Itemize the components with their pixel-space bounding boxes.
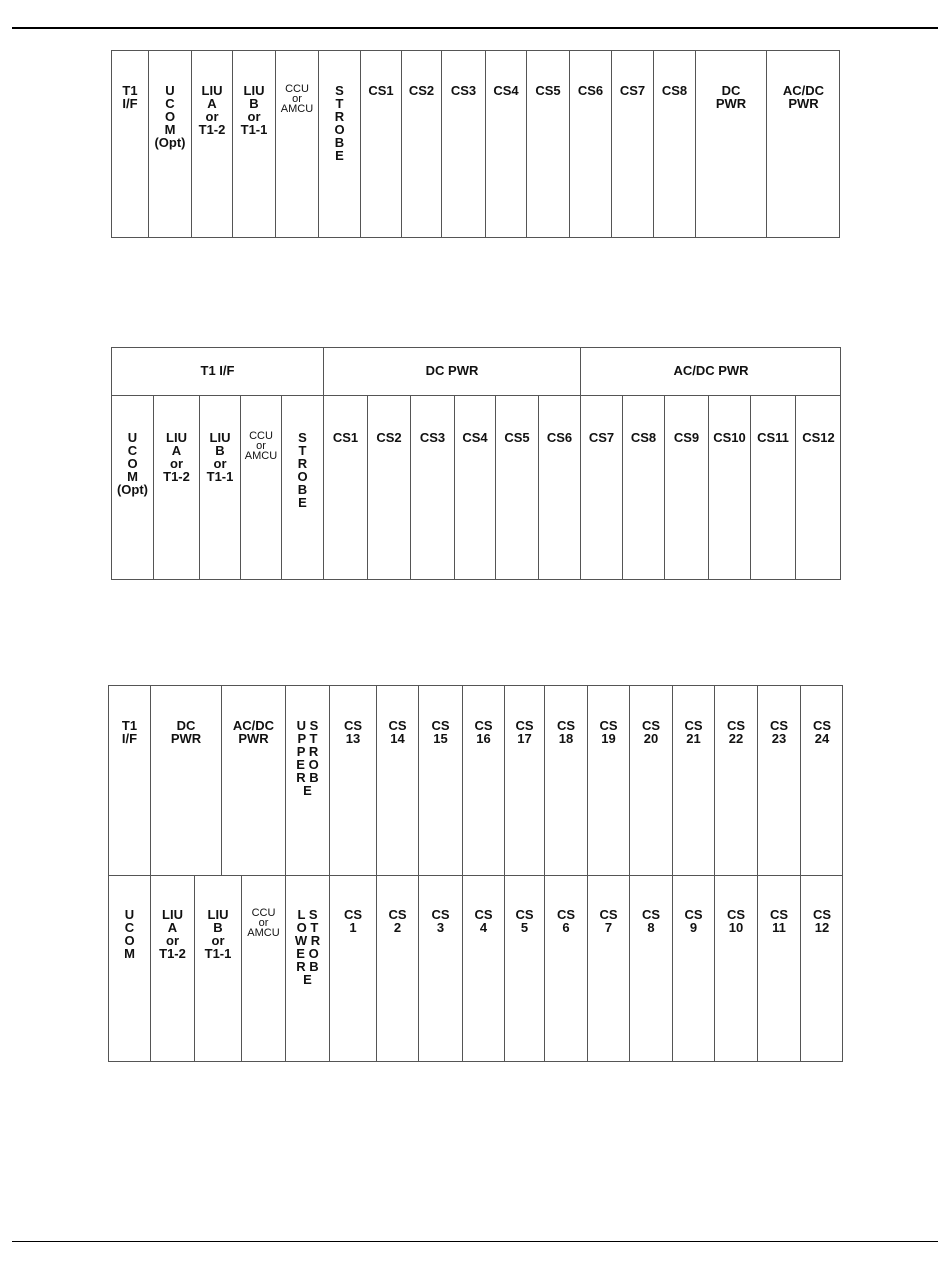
upper-slot-cs19 bbox=[587, 685, 629, 875]
lower-slot-cs10 bbox=[714, 875, 757, 1062]
upper-slot-cs14-label: CS 14 bbox=[388, 718, 407, 746]
slot-cs1-label: CS1 bbox=[332, 430, 359, 445]
slot-dc-pwr bbox=[695, 50, 766, 238]
upper-slot-cs17 bbox=[504, 685, 544, 875]
slot-cs1 bbox=[323, 395, 367, 580]
group-t1if-label: T1 I/F bbox=[200, 363, 235, 378]
lower-slot-cs12-label: CS 12 bbox=[812, 907, 832, 935]
slot-cs5-label: CS5 bbox=[504, 430, 530, 445]
lower-slot-cs11-label: CS 11 bbox=[769, 907, 789, 935]
lower-slot-lower-strobe bbox=[285, 875, 329, 1062]
slot-cs9-label: CS9 bbox=[673, 430, 700, 445]
lower-slot-ccu-label: CCU or AMCU bbox=[247, 907, 280, 939]
slot-cs11-label: CS11 bbox=[757, 430, 789, 445]
upper-slot-cs16-label: CS 16 bbox=[474, 718, 493, 746]
lower-slot-cs10-label: CS 10 bbox=[726, 907, 746, 935]
slot-cs8 bbox=[653, 50, 695, 238]
slot-cs10-label: CS10 bbox=[713, 430, 746, 445]
slot-cs2 bbox=[367, 395, 410, 580]
lower-slot-liu-b-label: LIU B or T1-1 bbox=[204, 907, 232, 961]
slot-cs8-label: CS8 bbox=[630, 430, 657, 445]
upper-slot-cs23 bbox=[757, 685, 800, 875]
slot-liu-b-label: LIU B or T1-1 bbox=[206, 430, 234, 484]
lower-slot-cs7-label: CS 7 bbox=[599, 907, 618, 935]
slot-cs5 bbox=[495, 395, 538, 580]
slot-cs7-label: CS7 bbox=[619, 83, 646, 98]
slot-cs2-label: CS2 bbox=[376, 430, 402, 445]
upper-slot-cs23-label: CS 23 bbox=[769, 718, 789, 746]
lower-slot-cs12 bbox=[800, 875, 843, 1062]
slot-liu-b-label: LIU B or T1-1 bbox=[240, 83, 268, 137]
upper-slot-cs19-label: CS 19 bbox=[599, 718, 618, 746]
lower-slot-cs4-label: CS 4 bbox=[474, 907, 493, 935]
slot-cs2-label: CS2 bbox=[408, 83, 435, 98]
lower-slot-cs9 bbox=[672, 875, 714, 1062]
upper-slot-cs20-label: CS 20 bbox=[641, 718, 661, 746]
upper-slot-cs14 bbox=[376, 685, 418, 875]
upper-slot-upper-strobe-label: U S P T P R E O R B E bbox=[296, 718, 319, 798]
lower-slot-cs5 bbox=[504, 875, 544, 1062]
slot-cs1 bbox=[360, 50, 401, 238]
slot-ccu bbox=[240, 395, 281, 580]
upper-slot-cs18 bbox=[544, 685, 587, 875]
slot-cs4 bbox=[485, 50, 526, 238]
slot-t1if bbox=[111, 50, 148, 238]
lower-slot-cs4 bbox=[462, 875, 504, 1062]
slot-ucom bbox=[111, 395, 153, 580]
lower-slot-cs3-label: CS 3 bbox=[431, 907, 450, 935]
group-acdc-pwr bbox=[580, 347, 841, 395]
slot-liu-a bbox=[191, 50, 232, 238]
upper-slot-upper-strobe bbox=[285, 685, 329, 875]
slot-ucom bbox=[148, 50, 191, 238]
slot-cs3-label: CS3 bbox=[450, 83, 477, 98]
lower-slot-cs6 bbox=[544, 875, 587, 1062]
slot-cs5 bbox=[526, 50, 569, 238]
slot-ccu-label: CCU or AMCU bbox=[280, 83, 314, 115]
group-dc-pwr-label: DC PWR bbox=[425, 363, 479, 378]
group-t1if bbox=[111, 347, 323, 395]
slot-ucom-label: U C O M (Opt) bbox=[116, 430, 149, 497]
upper-slot-acdc-pwr-label: AC/DC PWR bbox=[232, 718, 275, 746]
lower-slot-cs8-label: CS 8 bbox=[641, 907, 661, 935]
carrier-diagram-3 bbox=[108, 685, 843, 1062]
lower-slot-cs2 bbox=[376, 875, 418, 1062]
slot-cs7-label: CS7 bbox=[588, 430, 615, 445]
carrier-diagram-2 bbox=[111, 347, 841, 580]
group-dc-pwr bbox=[323, 347, 580, 395]
upper-slot-cs15 bbox=[418, 685, 462, 875]
lower-slot-liu-b bbox=[194, 875, 241, 1062]
slot-cs8-label: CS8 bbox=[661, 83, 688, 98]
upper-slot-acdc-pwr bbox=[221, 685, 285, 875]
slot-ucom-label: U C O M (Opt) bbox=[154, 83, 186, 150]
slot-cs6 bbox=[569, 50, 611, 238]
slot-ccu-label: CCU or AMCU bbox=[244, 430, 278, 462]
slot-cs4-label: CS4 bbox=[493, 83, 519, 98]
upper-slot-cs21 bbox=[672, 685, 714, 875]
slot-acdc-pwr bbox=[766, 50, 840, 238]
slot-cs7 bbox=[580, 395, 622, 580]
upper-slot-t1if bbox=[108, 685, 150, 875]
upper-slot-dc-pwr-label: DC PWR bbox=[170, 718, 202, 746]
slot-liu-a bbox=[153, 395, 199, 580]
lower-slot-cs9-label: CS 9 bbox=[684, 907, 703, 935]
upper-slot-cs18-label: CS 18 bbox=[556, 718, 576, 746]
lower-slot-cs3 bbox=[418, 875, 462, 1062]
slot-acdc-pwr-label: AC/DC PWR bbox=[782, 83, 825, 111]
group-acdc-pwr-label: AC/DC PWR bbox=[673, 363, 749, 378]
lower-slot-cs7 bbox=[587, 875, 629, 1062]
slot-cs4 bbox=[454, 395, 495, 580]
bottom-rule bbox=[12, 1241, 938, 1242]
lower-slot-ccu bbox=[241, 875, 285, 1062]
upper-slot-cs15-label: CS 15 bbox=[431, 718, 450, 746]
lower-slot-cs11 bbox=[757, 875, 800, 1062]
slot-strobe bbox=[318, 50, 360, 238]
lower-slot-lower-strobe-label: L S O T W R E O R B E bbox=[294, 907, 321, 987]
upper-slot-cs13 bbox=[329, 685, 376, 875]
slot-ccu bbox=[275, 50, 318, 238]
upper-slot-t1if-label: T1 I/F bbox=[121, 718, 138, 746]
slot-cs8 bbox=[622, 395, 664, 580]
upper-slot-cs22-label: CS 22 bbox=[726, 718, 746, 746]
upper-slot-cs13-label: CS 13 bbox=[343, 718, 363, 746]
lower-slot-liu-a bbox=[150, 875, 194, 1062]
slot-cs10 bbox=[708, 395, 750, 580]
slot-cs2 bbox=[401, 50, 441, 238]
lower-slot-cs5-label: CS 5 bbox=[515, 907, 534, 935]
lower-slot-cs1 bbox=[329, 875, 376, 1062]
lower-slot-cs6-label: CS 6 bbox=[556, 907, 576, 935]
slot-cs6-label: CS6 bbox=[577, 83, 604, 98]
slot-cs12 bbox=[795, 395, 841, 580]
slot-liu-a-label: LIU A or T1-2 bbox=[163, 430, 190, 484]
slot-cs3-label: CS3 bbox=[419, 430, 446, 445]
slot-cs6 bbox=[538, 395, 580, 580]
slot-strobe bbox=[281, 395, 323, 580]
upper-slot-cs24-label: CS 24 bbox=[812, 718, 832, 746]
lower-slot-cs2-label: CS 2 bbox=[388, 907, 407, 935]
slot-cs3 bbox=[441, 50, 485, 238]
slot-strobe-label: S T R O B E bbox=[297, 430, 308, 510]
lower-slot-cs1-label: CS 1 bbox=[343, 907, 363, 935]
upper-slot-cs24 bbox=[800, 685, 843, 875]
slot-cs11 bbox=[750, 395, 795, 580]
slot-liu-a-label: LIU A or T1-2 bbox=[198, 83, 226, 137]
upper-slot-dc-pwr bbox=[150, 685, 221, 875]
slot-cs3 bbox=[410, 395, 454, 580]
slot-cs9 bbox=[664, 395, 708, 580]
lower-slot-cs8 bbox=[629, 875, 672, 1062]
slot-t1if-label: T1 I/F bbox=[122, 83, 138, 111]
slot-liu-b bbox=[199, 395, 240, 580]
lower-slot-liu-a-label: LIU A or T1-2 bbox=[159, 907, 186, 961]
slot-cs5-label: CS5 bbox=[535, 83, 561, 98]
slot-strobe-label: S T R O B E bbox=[334, 83, 345, 163]
upper-slot-cs17-label: CS 17 bbox=[515, 718, 534, 746]
upper-slot-cs20 bbox=[629, 685, 672, 875]
slot-liu-b bbox=[232, 50, 275, 238]
upper-slot-cs21-label: CS 21 bbox=[684, 718, 703, 746]
lower-slot-ucom-label: U C O M bbox=[124, 907, 135, 961]
slot-cs7 bbox=[611, 50, 653, 238]
upper-slot-cs16 bbox=[462, 685, 504, 875]
carrier-diagram-1 bbox=[111, 50, 840, 238]
upper-slot-cs22 bbox=[714, 685, 757, 875]
slot-cs4-label: CS4 bbox=[462, 430, 488, 445]
slot-cs12-label: CS12 bbox=[802, 430, 835, 445]
slot-cs1-label: CS1 bbox=[368, 83, 394, 98]
slot-cs6-label: CS6 bbox=[546, 430, 573, 445]
slot-dc-pwr-label: DC PWR bbox=[715, 83, 747, 111]
lower-slot-ucom bbox=[108, 875, 150, 1062]
top-rule bbox=[12, 27, 938, 29]
